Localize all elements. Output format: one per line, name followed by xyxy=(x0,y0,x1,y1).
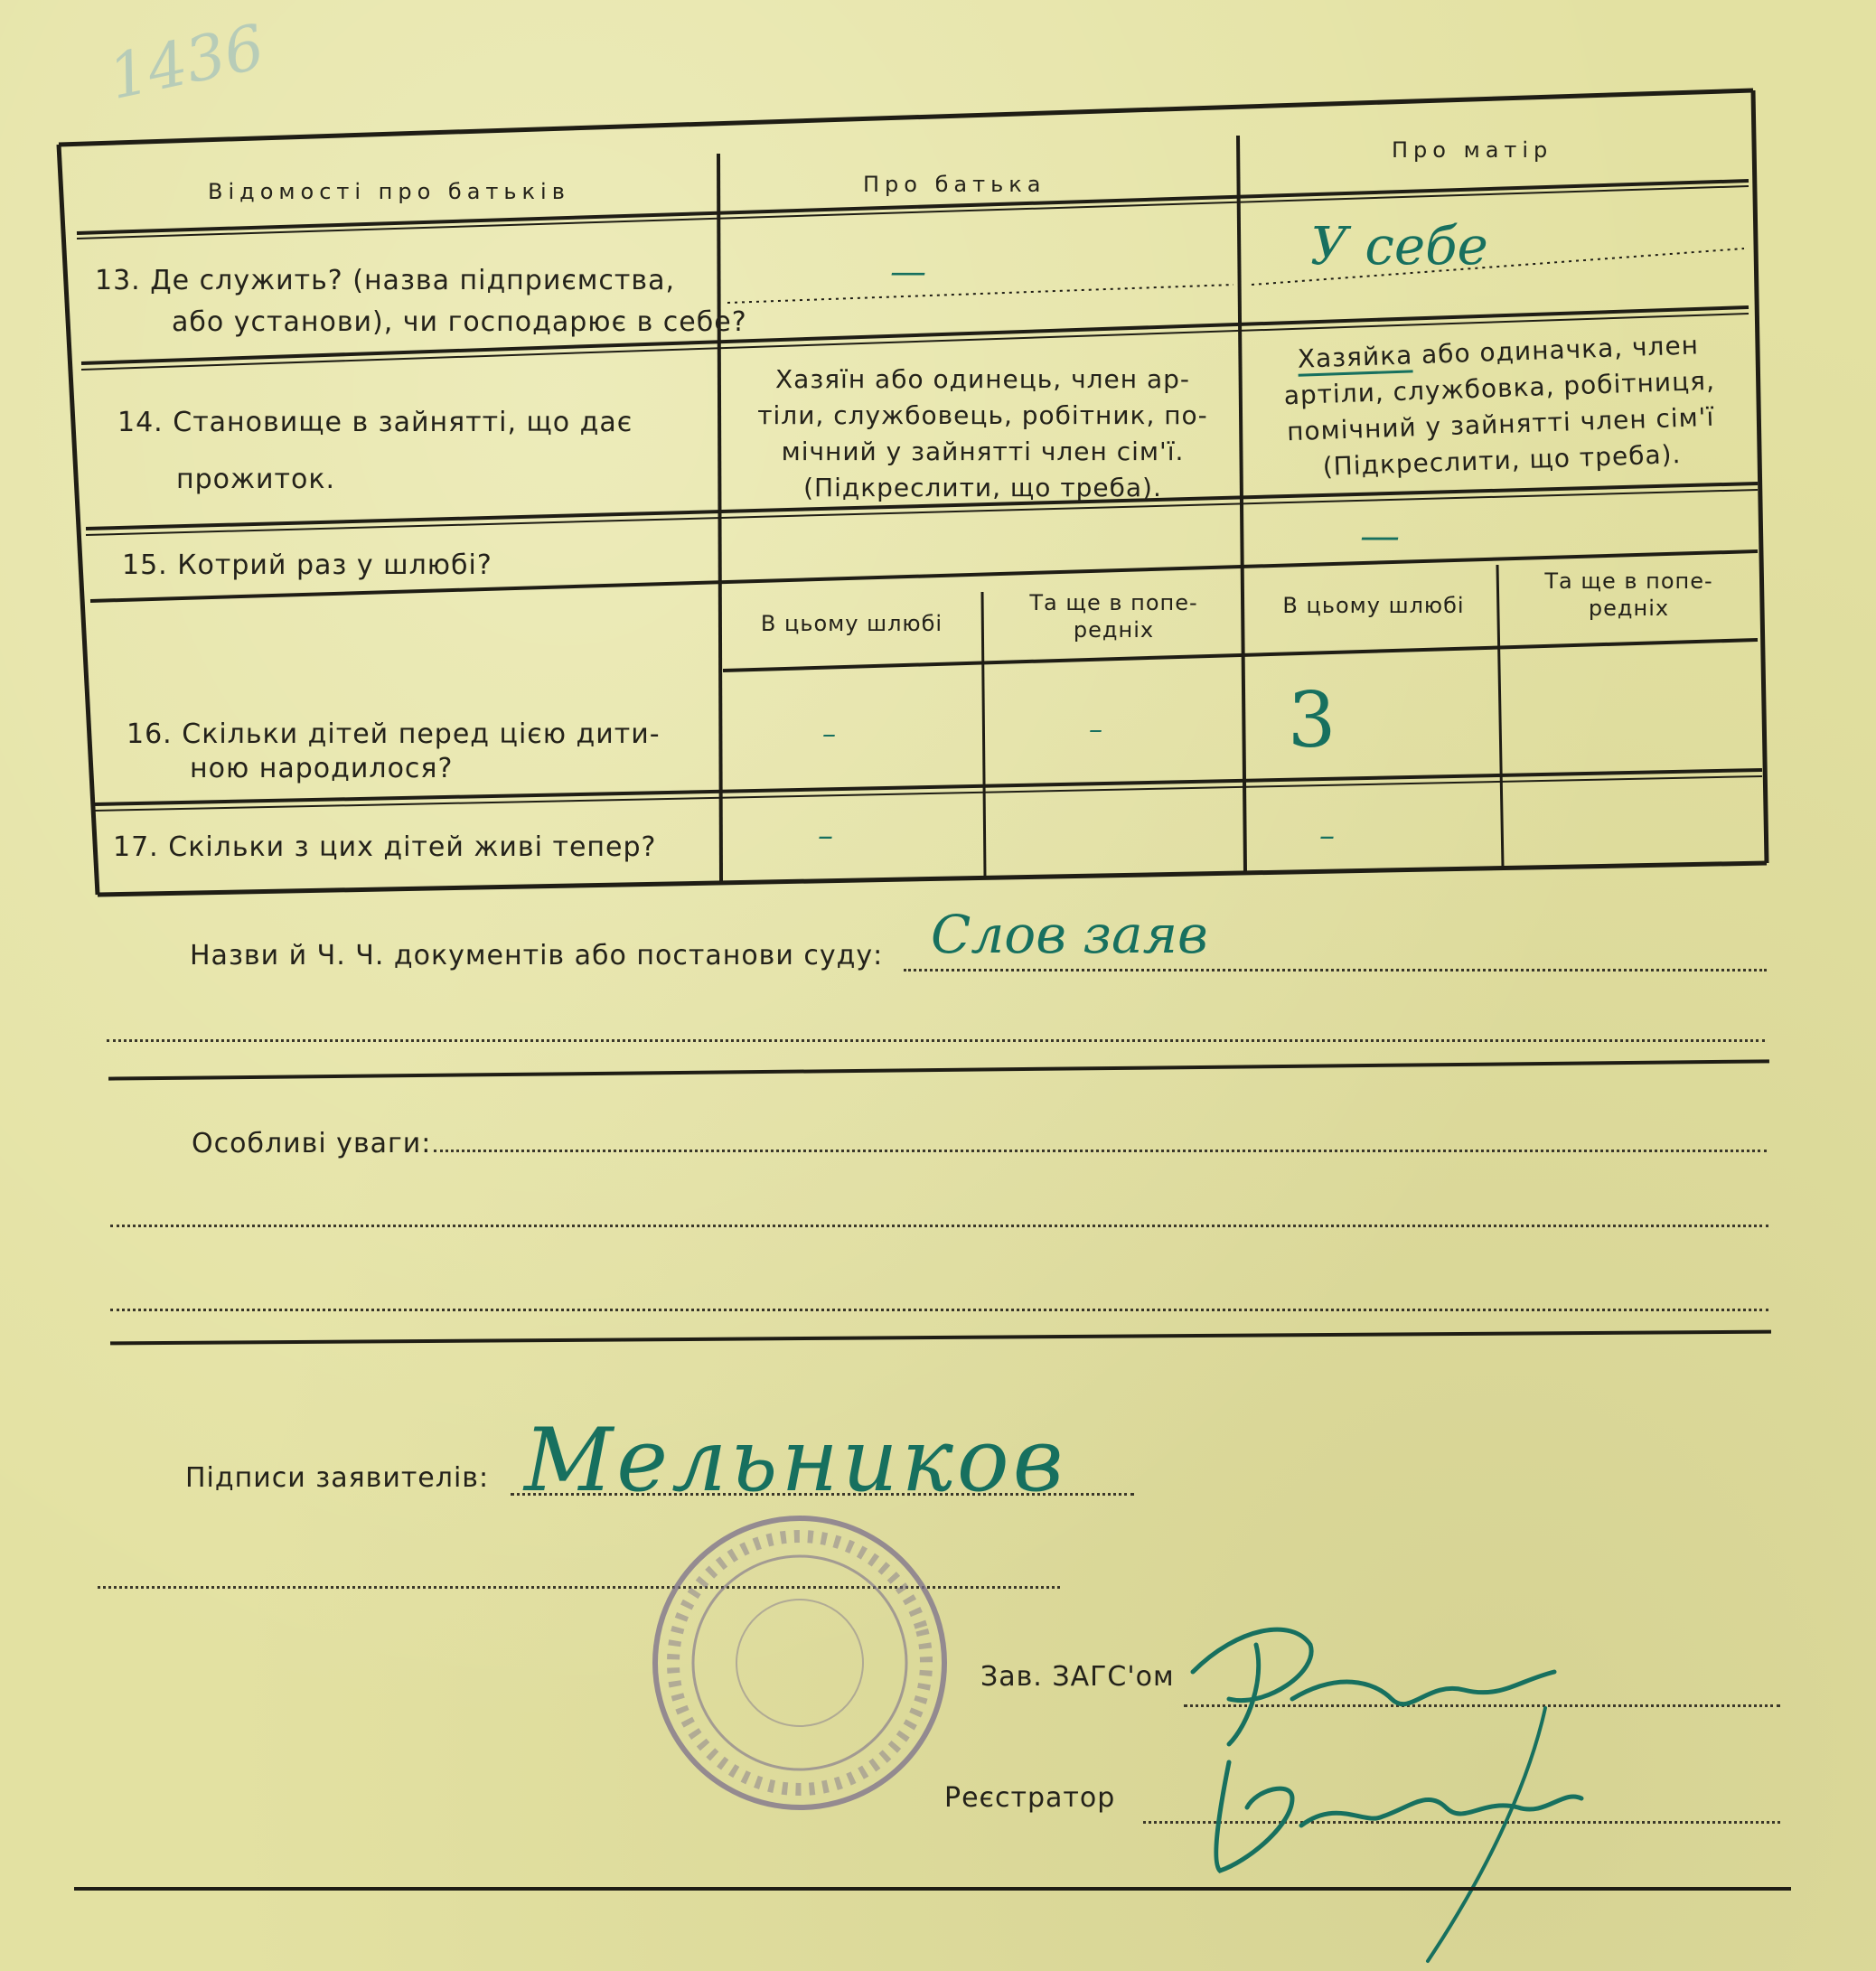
q16-mother-this-value: 3 xyxy=(1288,676,1337,765)
q15-label: 15. Котрий раз у шлюбі? xyxy=(122,549,492,581)
round-stamp xyxy=(642,1509,958,1816)
q17-label: 17. Скільки з цих дітей живі тепер? xyxy=(113,831,657,863)
remarks-line-3 xyxy=(110,1309,1768,1311)
q16-mother-prev-header-l2: редніх xyxy=(1588,596,1670,621)
q16-line1: 16. Скільки дітей перед цією дити- xyxy=(127,718,661,750)
applicants-signature: Мельников xyxy=(524,1410,1067,1511)
q15-mother-value: — xyxy=(1360,513,1400,559)
registrar-label: Реєстратор xyxy=(944,1782,1116,1814)
q14-line1: 14. Становище в зайнятті, що дає xyxy=(117,407,633,438)
q17-mother-this-value: – xyxy=(1319,818,1335,854)
bottom-rule xyxy=(74,1887,1791,1891)
documents-line-1 xyxy=(904,969,1767,971)
q13-line2: або установи), чи господарює в себе? xyxy=(172,306,747,338)
q14-mother-line3: помічний у зайнятті член сім'ї xyxy=(1286,401,1715,447)
q16-line2: ною народилося? xyxy=(190,753,454,784)
q13-father-value: — xyxy=(890,251,926,293)
archive-number: 1436 xyxy=(102,11,271,115)
remarks-line-1 xyxy=(434,1150,1767,1152)
q14-mother-line2: артіли, службовка, робітниця, xyxy=(1283,365,1716,411)
q16-father-prev-header xyxy=(990,589,1238,643)
header-mother: Про матір xyxy=(1392,137,1553,163)
handwritten-signatures xyxy=(1157,1591,1627,1970)
q13-line1: 13. Де служить? (назва підприємства, xyxy=(95,265,676,296)
q16-mother-prev-header-l1: Та ще в попе- xyxy=(1544,568,1713,594)
q14-mother-selected: Хазяйка xyxy=(1297,340,1413,376)
remarks-line-2 xyxy=(110,1225,1768,1227)
q14-mother-line1-rest: або одиначка, член xyxy=(1412,330,1700,371)
q14-father-line1: Хазяїн або одинець, член ар- xyxy=(774,364,1190,394)
q14-mother-line4: (Підкреслити, що треба). xyxy=(1322,439,1682,482)
documents-label: Назви й Ч. Ч. документів або постанови суду: xyxy=(190,940,884,971)
remarks-label: Особливі уваги: xyxy=(192,1128,432,1159)
q14-father-line4: (Підкреслити, що треба). xyxy=(803,473,1162,502)
q16-mother-this-header: В цьому шлюбі xyxy=(1282,593,1465,618)
q14-father-options xyxy=(736,361,1229,506)
q14-line2: прожиток. xyxy=(176,464,336,495)
q14-mother-options xyxy=(1258,326,1741,487)
documents-line-2 xyxy=(107,1039,1765,1042)
header-main: Відомості про батьків xyxy=(208,179,570,204)
q13-mother-value: У себе xyxy=(1310,215,1488,277)
head-label: Зав. ЗАГС'ом xyxy=(980,1661,1175,1693)
applicants-label: Підписи заявителів: xyxy=(185,1462,490,1494)
q16-mother-prev-header xyxy=(1505,568,1753,622)
q14-father-line3: мічний у зайнятті член сім'ї. xyxy=(781,436,1185,466)
q17-father-this-value: – xyxy=(818,818,833,854)
q16-father-this-value: – xyxy=(822,718,836,750)
q16-father-prev-header-l2: редніх xyxy=(1073,617,1155,643)
q14-father-line2: тіли, службовець, робітник, по- xyxy=(757,400,1208,430)
q16-father-prev-value: – xyxy=(1089,714,1102,746)
documents-value: Слов заяв xyxy=(931,904,1208,965)
q16-father-this-header: В цьому шлюбі xyxy=(760,611,943,636)
q16-father-prev-header-l1: Та ще в попе- xyxy=(1029,590,1198,615)
header-father: Про батька xyxy=(863,172,1046,197)
